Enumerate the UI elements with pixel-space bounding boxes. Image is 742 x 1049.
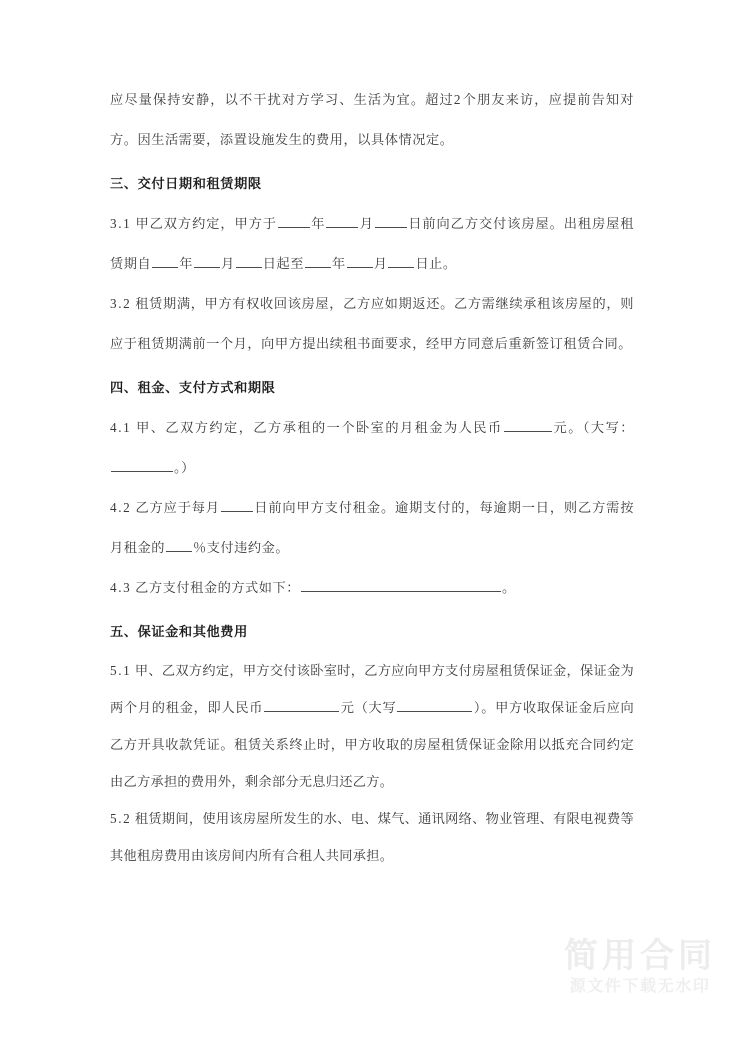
blank-start-year[interactable] — [152, 254, 178, 268]
clause-5-1-number: 5.1 — [110, 663, 132, 678]
clause-4-3-seg-0: 乙方支付租金的方式如下： — [135, 580, 301, 595]
clause-5-2 — [110, 800, 634, 874]
clause-3-2-number: 3.2 — [110, 296, 132, 311]
clause-4-2-seg-0: 乙方应于每月 — [135, 500, 220, 515]
clause-3-1-seg-7: 年 — [331, 256, 346, 271]
blank-end-year[interactable] — [305, 254, 331, 268]
clause-3-1-seg-5: 月 — [220, 256, 235, 271]
section-heading-4: 四、租金、支付方式和期限 — [110, 380, 276, 395]
clause-3-2-text: 租赁期满，甲方有权收回该房屋，乙方应如期返还。乙方需继续承租该房屋的，则应于租赁期满前一个月，向甲方提出续租书面要求，经甲方同意后重新签订租赁合同。 — [110, 296, 634, 351]
blank-deposit-words[interactable] — [397, 698, 472, 712]
clause-4-2-number: 4.2 — [110, 500, 132, 515]
blank-monthly-rent-words[interactable] — [111, 458, 173, 472]
clause-3-1-seg-2: 月 — [359, 216, 374, 231]
clause-3-1-seg-4: 年 — [179, 256, 193, 271]
blank-delivery-day[interactable] — [375, 214, 407, 228]
clause-3-1-seg-6: 日起至 — [262, 256, 304, 271]
paragraph-continued — [110, 80, 634, 160]
paragraph-continued-count: 2 — [453, 92, 463, 107]
clause-3-1-seg-3: 日前向乙方交付该房屋。出租房屋租赁期自 — [110, 216, 634, 271]
document-body — [110, 80, 634, 874]
clause-5-2-number: 5.2 — [110, 811, 132, 826]
clause-5-1-seg-1: 元（大写 — [340, 700, 397, 715]
clause-4-1-seg-0: 甲、乙双方约定，乙方承租的一个卧室的月租金为人民币 — [136, 420, 503, 435]
clause-3-1-seg-8: 月 — [373, 256, 388, 271]
clause-4-1-number: 4.1 — [110, 420, 132, 435]
watermark — [564, 936, 716, 997]
clause-3-1-seg-1: 年 — [310, 216, 326, 231]
clause-5-1 — [110, 652, 634, 800]
clause-4-1-seg-1: 元。（大写： — [552, 420, 634, 435]
clause-4-3 — [110, 568, 634, 608]
clause-4-1-seg-2: 。） — [174, 460, 195, 475]
clause-5-2-text: 租赁期间，使用该房屋所发生的水、电、煤气、通讯网络、物业管理、有限电视费等其他租房费用由该房间内所有合租人共同承担。 — [110, 811, 634, 863]
blank-start-day[interactable] — [236, 254, 262, 268]
blank-end-month[interactable] — [347, 254, 373, 268]
clause-3-1-seg-0: 甲乙双方约定，甲方于 — [135, 216, 277, 231]
section-heading-5: 五、保证金和其他费用 — [110, 624, 248, 639]
clause-3-1 — [110, 204, 634, 284]
clause-3-1-seg-9: 日止。 — [415, 256, 457, 271]
blank-payment-method[interactable] — [301, 578, 501, 592]
paragraph-continued-text-b: 个朋友来访，应提前告知对方。因生活需要，添置设施发生的费用，以具体情况定。 — [110, 92, 634, 147]
blank-deposit-amount[interactable] — [264, 698, 339, 712]
clause-5-1-seg-0: 甲、乙双方约定，甲方交付该卧室时，乙方应向甲方支付房屋租赁保证金，保证金为两个月的租金，即人民币 — [110, 663, 634, 715]
blank-monthly-rent-amount[interactable] — [504, 418, 552, 432]
clause-4-3-number: 4.3 — [110, 580, 132, 595]
clause-5-1-seg-2: ）。甲方收取保证金后应向乙方开具收款凭证。租赁关系终止时，甲方收取的房屋租赁保证金除用以抵充合同约定由乙方承担的费用外，剩余部分无息归还乙方。 — [110, 700, 634, 789]
clause-4-3-seg-1: 。 — [502, 580, 516, 595]
clause-3-1-number: 3.1 — [110, 216, 132, 231]
clause-4-2-seg-2: ％支付违约金。 — [192, 540, 290, 555]
paragraph-continued-text-a: 应尽量保持安静，以不干扰对方学习、生活为宜。超过 — [110, 92, 454, 107]
blank-end-day[interactable] — [388, 254, 414, 268]
watermark-tagline: 源文件下载无水印 — [569, 976, 711, 996]
clause-4-2-seg-1: 日前向甲方支付租金。逾期支付的，每逾期一日，则乙方需按月租金的 — [110, 500, 634, 555]
section-heading-3: 三、交付日期和租赁期限 — [110, 176, 262, 191]
blank-payment-day[interactable] — [221, 498, 253, 512]
watermark-brand: 简用合同 — [564, 936, 716, 977]
clause-4-2 — [110, 488, 634, 568]
blank-penalty-percent[interactable] — [166, 538, 192, 552]
clause-3-2 — [110, 284, 634, 364]
blank-start-month[interactable] — [194, 254, 220, 268]
blank-delivery-month[interactable] — [326, 214, 358, 228]
clause-4-1 — [110, 408, 634, 488]
blank-delivery-year[interactable] — [278, 214, 310, 228]
